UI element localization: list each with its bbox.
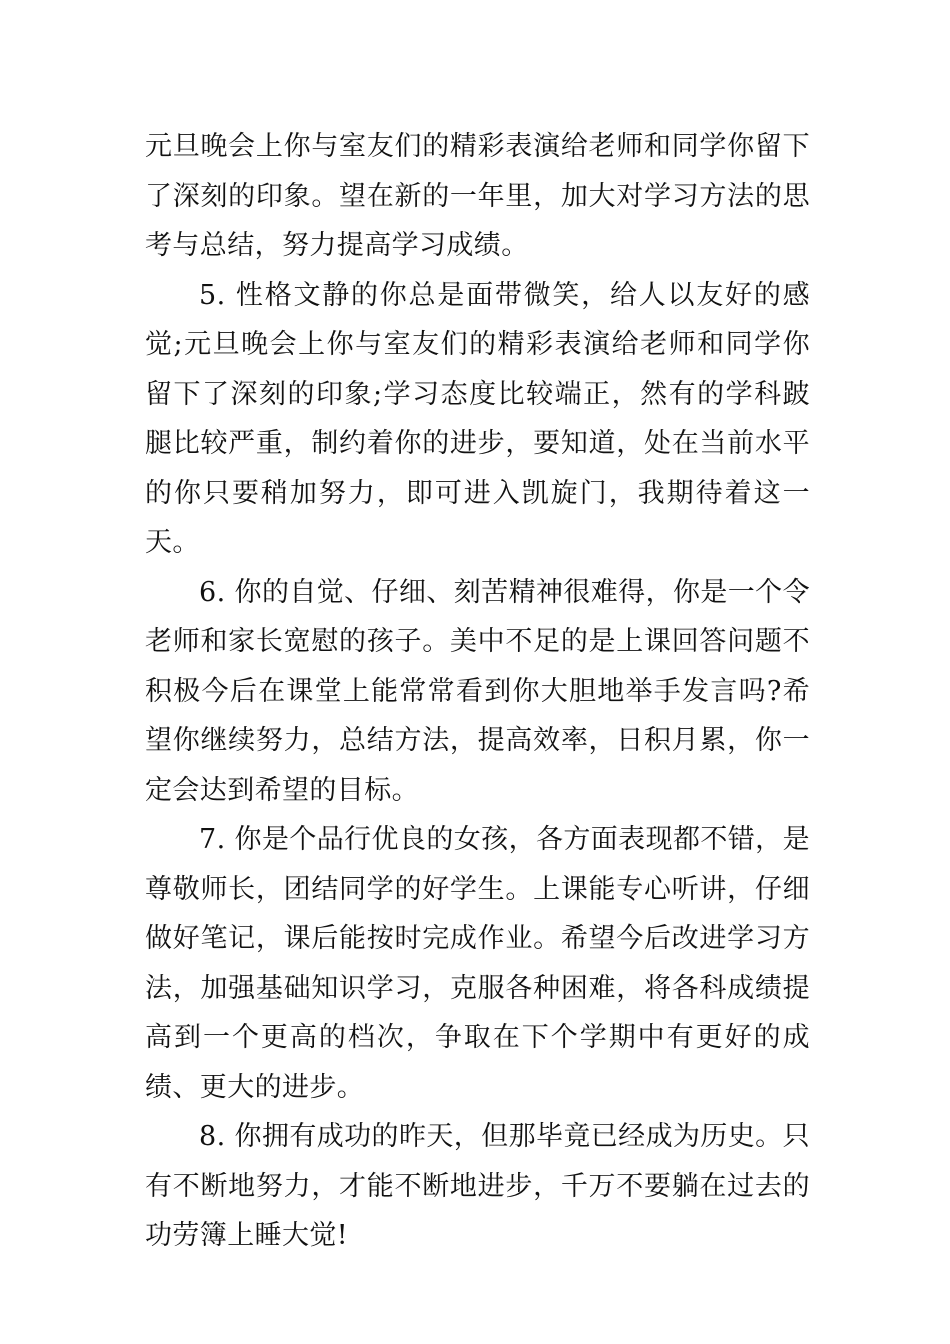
- paragraph-comment-5: 5. 性格文静的你总是面带微笑，给人以友好的感觉;元旦晚会上你与室友们的精彩表演给老师和同学你留下了深刻的印象;学习态度比较端正，然有的学科跛腿比较严重，制约着你的进步，要知道，处在当前水平的你只要稍加努力，即可进入凯旋门，我期待着这一天。: [145, 279, 810, 558]
- document-body: [145, 122, 810, 1261]
- paragraph-comment-6: 6. 你的自觉、仔细、刻苦精神很难得，你是一个令老师和家长宽慰的孩子。美中不足的是上课回答问题不积极今后在课堂上能常常看到你大胆地举手发言吗?希望你继续努力，总结方法，提高效率，日积月累，你一定会达到希望的目标。: [145, 576, 810, 806]
- paragraph-comment-7: 7. 你是个品行优良的女孩，各方面表现都不错，是尊敬师长，团结同学的好学生。上课能专心听讲，仔细做好笔记，课后能按时完成作业。希望今后改进学习方法，加强基础知识学习，克服各种困难，将各科成绩提高到一个更高的档次，争取在下个学期中有更好的成绩、更大的进步。: [145, 824, 810, 1103]
- paragraph-continuation: 元旦晚会上你与室友们的精彩表演给老师和同学你留下了深刻的印象。望在新的一年里，加大对学习方法的思考与总结，努力提高学习成绩。: [145, 131, 810, 261]
- paragraph-comment-8: 8. 你拥有成功的昨天，但那毕竟已经成为历史。只有不断地努力，才能不断地进步，千万不要躺在过去的功劳簿上睡大觉!: [145, 1121, 810, 1251]
